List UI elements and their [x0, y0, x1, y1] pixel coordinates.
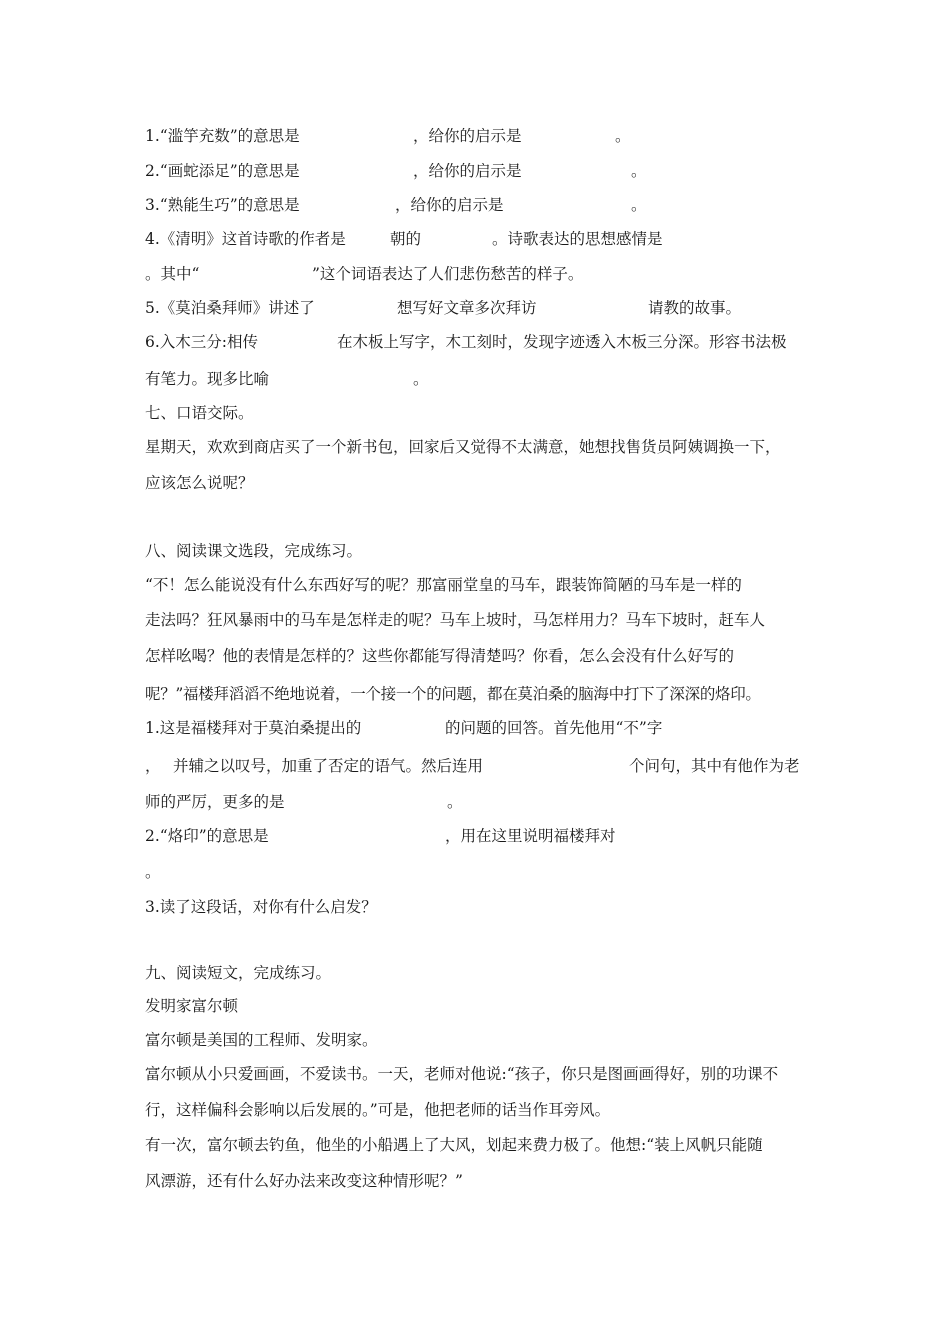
q5-text-c: 请教的故事。 — [648, 299, 742, 317]
article-paragraph-3-line-2: 风漂游，还有什么好办法来改变这种情形呢？” — [145, 1172, 463, 1190]
q6b-text-b: 。 — [413, 370, 429, 388]
q3-text-c: 。 — [631, 196, 647, 214]
q1-text-b: ，给你的启示是 — [413, 127, 522, 145]
q4b-text-a: 。其中“ — [145, 265, 200, 283]
s8q1c-text-b: 。 — [447, 793, 463, 811]
passage-line-2: 走法吗？狂风暴雨中的马车是怎样走的呢？马车上坡时，马怎样用力？马车下坡时，赶车人 — [145, 611, 766, 629]
article-paragraph-3-line-1: 有一次，富尔顿去钓鱼，他坐的小船遇上了大风，划起来费力极了。他想:“装上风帆只能随 — [145, 1136, 763, 1154]
s8q1-text-b: 的问题的回答。首先他用“不”字 — [445, 719, 663, 737]
q4b-text-b: ”这个词语表达了人们悲伤愁苦的样子。 — [312, 265, 584, 283]
section-8-heading: 八、阅读课文选段，完成练习。 — [145, 542, 363, 560]
q6-text-b: 在木板上写字，木工刻时，发现字迹透入木板三分深。形容书法极 — [337, 333, 787, 351]
q6b-text-a: 有笔力。现多比喻 — [145, 370, 270, 388]
q4-text-a: 4.《清明》这首诗歌的作者是 — [145, 230, 346, 248]
passage-line-1: “不！怎么能说没有什么东西好写的呢？那富丽堂皇的马车，跟装饰简陋的马车是一样的 — [145, 576, 742, 594]
article-paragraph-2-line-1: 富尔顿从小只爱画画，不爱读书。一天，老师对他说:“孩子，你只是图画画得好，别的功课不 — [145, 1065, 779, 1083]
q5-text-b: 想写好文章多次拜访 — [397, 299, 537, 317]
section-7-heading: 七、口语交际。 — [145, 404, 254, 422]
s8q2-text-a: 2.“烙印”的意思是 — [145, 827, 269, 845]
q3-text-b: ，给你的启示是 — [395, 196, 504, 214]
q2-text-b: ，给你的启示是 — [413, 162, 522, 180]
s8q2-text-b: ，用在这里说明福楼拜对 — [445, 827, 616, 845]
s8q1-text-a: 1.这是福楼拜对于莫泊桑提出的 — [145, 719, 362, 737]
section-9-heading: 九、阅读短文，完成练习。 — [145, 964, 332, 982]
q3-text-a: 3.“熟能生巧”的意思是 — [145, 196, 300, 214]
q2-text-c: 。 — [631, 162, 647, 180]
passage-line-3: 怎样吆喝？他的表情是怎样的？这些你都能写得清楚吗？你看，怎么会没有什么好写的 — [145, 647, 735, 665]
s8q1b-text-b: 并辅之以叹号，加重了否定的语气。然后连用 — [173, 757, 484, 775]
s8q1b-text-a: ， — [145, 757, 161, 775]
s8q1b-text-c: 个问句，其中有他作为老 — [629, 757, 800, 775]
q4-text-b: 朝的 — [390, 230, 422, 248]
q4-text-c: 。诗歌表达的思想感情是 — [492, 230, 663, 248]
q1-text-a: 1.“滥竽充数”的意思是 — [145, 127, 300, 145]
passage-line-4: 呢？”福楼拜滔滔不绝地说着，一个接一个的问题，都在莫泊桑的脑海中打下了深深的烙印。 — [145, 685, 761, 703]
q1-text-c: 。 — [615, 127, 631, 145]
s8q1c-text-a: 师的严厉，更多的是 — [145, 793, 285, 811]
q5-text-a: 5.《莫泊桑拜师》讲述了 — [145, 299, 315, 317]
section-7-paragraph: 星期天，欢欢到商店买了一个新书包，回家后又觉得不太满意，她想找售货员阿姨调换一下， — [145, 438, 781, 456]
article-paragraph-2-line-2: 行，这样偏科会影响以后发展的。”可是，他把老师的话当作耳旁风。 — [145, 1101, 611, 1119]
section-8-question-3: 3.读了这段话，对你有什么启发？ — [145, 898, 377, 916]
section-7-question: 应该怎么说呢？ — [145, 474, 254, 492]
article-paragraph-1: 富尔顿是美国的工程师、发明家。 — [145, 1031, 378, 1049]
article-title: 发明家富尔顿 — [145, 997, 239, 1015]
q2-text-a: 2.“画蛇添足”的意思是 — [145, 162, 300, 180]
q6-text-a: 6.入木三分:相传 — [145, 333, 259, 351]
section-8-question-2-end: 。 — [145, 863, 161, 881]
